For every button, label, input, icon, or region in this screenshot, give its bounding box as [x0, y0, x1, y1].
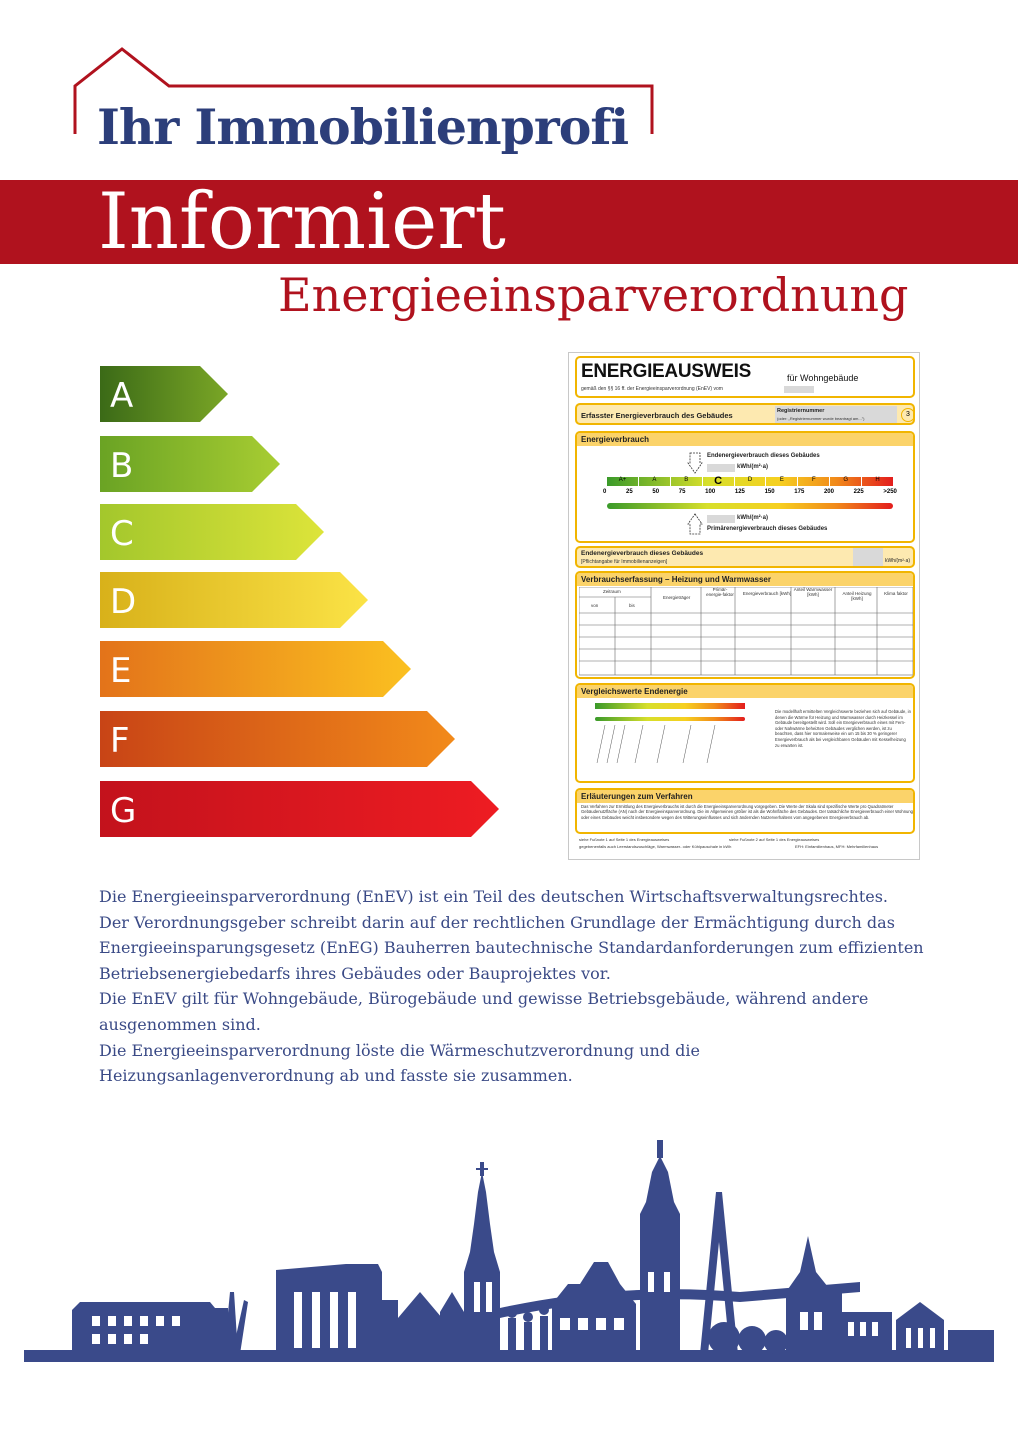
registration-note: (oder: „Registriernummer wurde beantragt am...") [777, 416, 865, 421]
end-energy-box-value [853, 548, 883, 566]
end-energy-value-field [707, 464, 735, 472]
energy-bar-c [100, 504, 324, 560]
end-energy-box [575, 546, 915, 568]
scale-tick: 150 [764, 489, 775, 495]
table-header: Energieträger [663, 595, 691, 600]
captured-consumption-label: Erfasster Energieverbrauch des Gebäudes [581, 411, 733, 420]
scale-class: D [735, 477, 767, 486]
body-paragraph: Die Energieeinsparverordnung löste die Wärmeschutzverordnung und die Heizungsanlagenverordnung ab und fasste sie zusammen. [99, 1040, 700, 1086]
table-header: Anteil Heizung [kWh] [842, 591, 872, 601]
registration-label: Registriernummer [777, 408, 825, 414]
city-skyline-icon [0, 1132, 1018, 1368]
footnote: siehe Fußnote 1 auf Seite 1 des Energieausweises [579, 837, 670, 842]
energy-bar-label: E [110, 651, 132, 691]
energy-certificate [568, 352, 920, 860]
scale-tick: 225 [853, 489, 864, 495]
table-subheader: von [591, 603, 599, 608]
table-subheader: bis [629, 603, 635, 608]
energy-scale-ticks [603, 489, 897, 495]
body-paragraph: Die Energieeinsparverordnung (EnEV) ist ein Teil des deutschen Wirtschaftsverwaltungsrechtes. [99, 887, 889, 906]
table-header: Primär-energie-faktor [706, 587, 734, 597]
scale-tick: 200 [823, 489, 834, 495]
scale-tick: 75 [678, 489, 686, 495]
energy-bar-e [100, 641, 411, 697]
end-energy-label: Endenergieverbrauch dieses Gebäudes [707, 453, 820, 459]
scale-class: G [830, 477, 862, 486]
end-energy-box-note: [Pflichtangabe für Immobilienanzeigen] [581, 559, 668, 565]
scale-class: H [875, 477, 880, 483]
explanation-section [575, 788, 915, 834]
energy-scale-classes [607, 477, 893, 486]
energy-bar-g [100, 781, 499, 837]
end-energy-unit: kWh/(m²·a) [737, 464, 768, 470]
end-energy-box-title: Endenergieverbrauch dieses Gebäudes [581, 550, 704, 557]
down-arrow-icon [687, 452, 703, 474]
scale-class-current: C [703, 477, 735, 486]
body-text [99, 884, 939, 1089]
scale-tick: 25 [626, 489, 633, 495]
energy-efficiency-bars [100, 364, 502, 842]
page-subtitle: Energieeinsparverordnung [278, 268, 909, 322]
scale-tick: 175 [794, 489, 805, 495]
primary-energy-label: Primärenergieverbrauch dieses Gebäudes [707, 526, 828, 532]
page-title: Informiert [98, 177, 506, 267]
end-energy-box-unit: kWh/(m²·a) [885, 558, 910, 564]
certificate-title: ENERGIEAUSWEIS [581, 361, 751, 382]
logo-text: Ihr Immobilienprofi [97, 98, 629, 156]
scale-class: F [798, 477, 830, 486]
footnote: gegebenenfalls auch Leerstandszuschläge, Warmwasser- oder Kühlpauschale in kWh [579, 844, 732, 849]
comparison-section-title: Vergleichswerte Endenergie [577, 685, 913, 698]
energy-bar-label: G [110, 791, 137, 831]
table-header: Zeitraum [603, 589, 621, 594]
table-header: Anteil Warmwasser [kWh] [793, 587, 833, 597]
captured-consumption-row [575, 403, 915, 425]
energy-bar-a [100, 366, 228, 422]
certificate-title-suffix: für Wohngebäude [787, 373, 859, 383]
energy-bar-label: F [110, 721, 130, 761]
scale-tick: 125 [734, 489, 745, 495]
consumption-section-title: Energieverbrauch [577, 433, 913, 446]
energy-bar-f [100, 711, 455, 767]
footnote: siehe Fußnote 2 auf Seite 1 des Energieausweises [729, 837, 820, 842]
scale-tick: 100 [705, 489, 716, 495]
certificate-legal: gemäß den §§ 16 ff. der Energieeinsparverordnung (EnEV) vom [581, 386, 723, 392]
footnote: EFH: Einfamilienhaus, MFH: Mehrfamilienhaus [795, 844, 879, 849]
scale-tick: 50 [652, 489, 660, 495]
page-number-badge: 3 [901, 408, 915, 422]
scale-tick: 0 [603, 489, 607, 495]
scale-class: B [671, 477, 703, 486]
primary-energy-unit: kWh/(m²·a) [737, 515, 768, 521]
energy-bar-label: A [110, 376, 134, 416]
comparison-scale [595, 703, 751, 773]
scale-class: A+ [607, 477, 639, 486]
body-paragraph: Der Verordnungsgeber schreibt darin auf der rechtlichen Grundlage der Ermächtigung durch das Energieeinsparungsgesetz (EnEG) Bauherren bautechnische Standardanforderungen zum effizienten Betriebsenergiebedarfs ihres Gebäudes oder Bauprojektes vor. [99, 912, 924, 983]
body-paragraph: Die EnEV gilt für Wohngebäude, Bürogebäude und gewisse Betriebsgebäude, während andere ausgenommen sind. [99, 989, 869, 1034]
energy-bar-label: B [110, 446, 134, 486]
up-arrow-icon [687, 513, 703, 535]
energy-bar-label: D [110, 582, 137, 622]
scale-tick: >250 [883, 489, 897, 495]
energy-bar-d [100, 572, 368, 628]
certificate-date-field [784, 386, 814, 393]
energy-bar-b [100, 436, 280, 492]
table-header: Klima faktor [884, 591, 908, 596]
explanation-section-title: Erläuterungen zum Verfahren [577, 790, 913, 803]
consumption-section [575, 431, 915, 543]
recording-section-title: Verbrauchserfassung – Heizung und Warmwasser [577, 573, 913, 586]
comparison-text: Die modellhaft ermittelten Vergleichswerte beziehen sich auf Gebäude, in denen die Wärme für Heizung und Warmwasser durch Heizkessel im Gebäude bereitgestellt wird. Soll ein Energieverbrauch eines mit Fern- oder Nahwärme beheizten Gebäudes verglichen werden, ist zu beachten, dass hier normalerweise ein um 15 bis 30 % geringerer Energieverbrauch als bei vergleichbaren Gebäuden mit Kesselheizung zu erwarten ist. [775, 709, 911, 748]
comparison-section [575, 683, 915, 783]
scale-class: E [766, 477, 798, 486]
table-header: Energieverbrauch [kWh] [742, 591, 792, 596]
energy-bar-label: C [110, 514, 134, 554]
scale-class: A [639, 477, 671, 486]
recording-section [575, 571, 915, 679]
primary-energy-value-field [707, 515, 735, 523]
explanation-text: Das Verfahren zur Ermittlung des Energieverbrauchs ist durch die Energieeinsparverordnung vorgegeben. Die Werte der Skala sind spezifische Werte pro Quadratmeter Gebäudenutzfläche (AN) nach der Energieeinsparverordnung. Die im Allgemeinen größer ist als die Wohnfläche des Gebäudes. Der tatsächliche Energieverbrauch einer Wohnung oder eines Gebäudes weicht insbesondere wegen des Witterungseinflusses und sich ändernden Nutzerverhaltens vom angegebenen Energieverbrauch ab. [581, 804, 914, 820]
registration-box [775, 406, 897, 424]
